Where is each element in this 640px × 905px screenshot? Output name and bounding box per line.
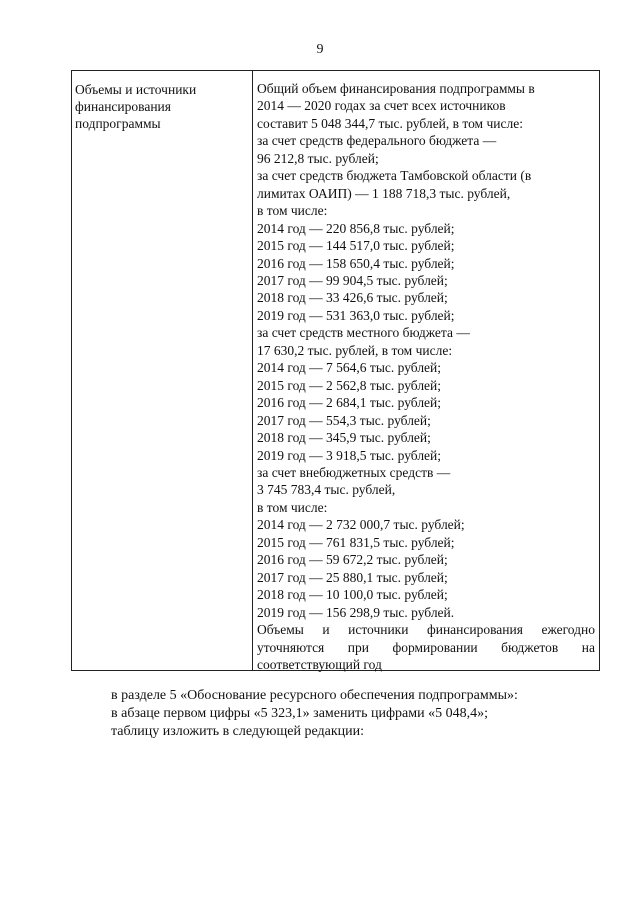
value-line: 2019 год — 3 918,5 тыс. рублей;	[257, 447, 442, 463]
table-column-divider	[252, 71, 253, 670]
value-line: 2014 год — 7 564,6 тыс. рублей;	[257, 360, 442, 376]
amendment-text	[111, 687, 611, 741]
label-line: подпрограммы	[75, 116, 161, 131]
value-line: 2016 год — 2 684,1 тыс. рублей;	[257, 395, 442, 411]
value-line: 2017 год — 99 904,5 тыс. рублей;	[257, 272, 448, 288]
amendment-line: таблицу изложить в следующей редакции:	[111, 724, 365, 739]
funding-table	[71, 70, 600, 671]
value-line: 2019 год — 531 363,0 тыс. рублей;	[257, 307, 455, 323]
value-line: Объемы и источники финансирования ежегодно	[257, 622, 595, 638]
value-line: 96 212,8 тыс. рублей;	[257, 150, 379, 166]
value-line: 3 745 783,4 тыс. рублей,	[257, 482, 396, 498]
value-line: 2015 год — 761 831,5 тыс. рублей;	[257, 534, 455, 550]
table-value-cell	[257, 80, 595, 673]
value-line: 2018 год — 10 100,0 тыс. рублей;	[257, 587, 448, 603]
value-line: 2016 год — 59 672,2 тыс. рублей;	[257, 552, 448, 568]
value-line: 2019 год — 156 298,9 тыс. рублей.	[257, 604, 455, 620]
value-line: за счет средств бюджета Тамбовской области (в	[257, 168, 532, 184]
value-line: Общий объем финансирования подпрограммы в	[257, 81, 535, 96]
value-line: в том числе:	[257, 203, 328, 219]
value-line: 2015 год — 2 562,8 тыс. рублей;	[257, 377, 442, 393]
value-line: 2017 год — 25 880,1 тыс. рублей;	[257, 569, 448, 585]
value-line: 17 630,2 тыс. рублей, в том числе:	[257, 342, 453, 358]
value-line: 2018 год — 345,9 тыс. рублей;	[257, 430, 431, 446]
value-line: за счет средств местного бюджета —	[257, 325, 470, 341]
label-line: Объемы и источники	[75, 82, 197, 97]
table-label-cell	[75, 81, 247, 132]
label-line: финансирования	[75, 99, 171, 114]
value-line: 2018 год — 33 426,6 тыс. рублей;	[257, 290, 448, 306]
value-line: составит 5 048 344,7 тыс. рублей, в том числе:	[257, 115, 523, 131]
value-line: 2014 год — 220 856,8 тыс. рублей;	[257, 220, 455, 236]
value-line: уточняются при формировании бюджетов на	[257, 639, 595, 655]
value-line: в том числе:	[257, 499, 328, 515]
value-line: 2017 год — 554,3 тыс. рублей;	[257, 412, 431, 428]
amendment-line: в разделе 5 «Обоснование ресурсного обеспечения подпрограммы»:	[111, 688, 518, 703]
value-line: 2014 — 2020 годах за счет всех источников	[257, 98, 506, 114]
value-line: 2014 год — 2 732 000,7 тыс. рублей;	[257, 517, 465, 533]
value-line: 2016 год — 158 650,4 тыс. рублей;	[257, 255, 455, 271]
value-line: 2015 год — 144 517,0 тыс. рублей;	[257, 238, 455, 254]
page-number: 9	[316, 42, 324, 57]
value-line: соответствующий год	[257, 656, 382, 672]
value-line: лимитах ОАИП) — 1 188 718,3 тыс. рублей,	[257, 185, 511, 201]
amendment-line: в абзаце первом цифры «5 323,1» заменить цифрами «5 048,4»;	[111, 706, 488, 721]
value-line: за счет средств федерального бюджета —	[257, 133, 497, 149]
value-line: за счет внебюджетных средств —	[257, 464, 451, 480]
